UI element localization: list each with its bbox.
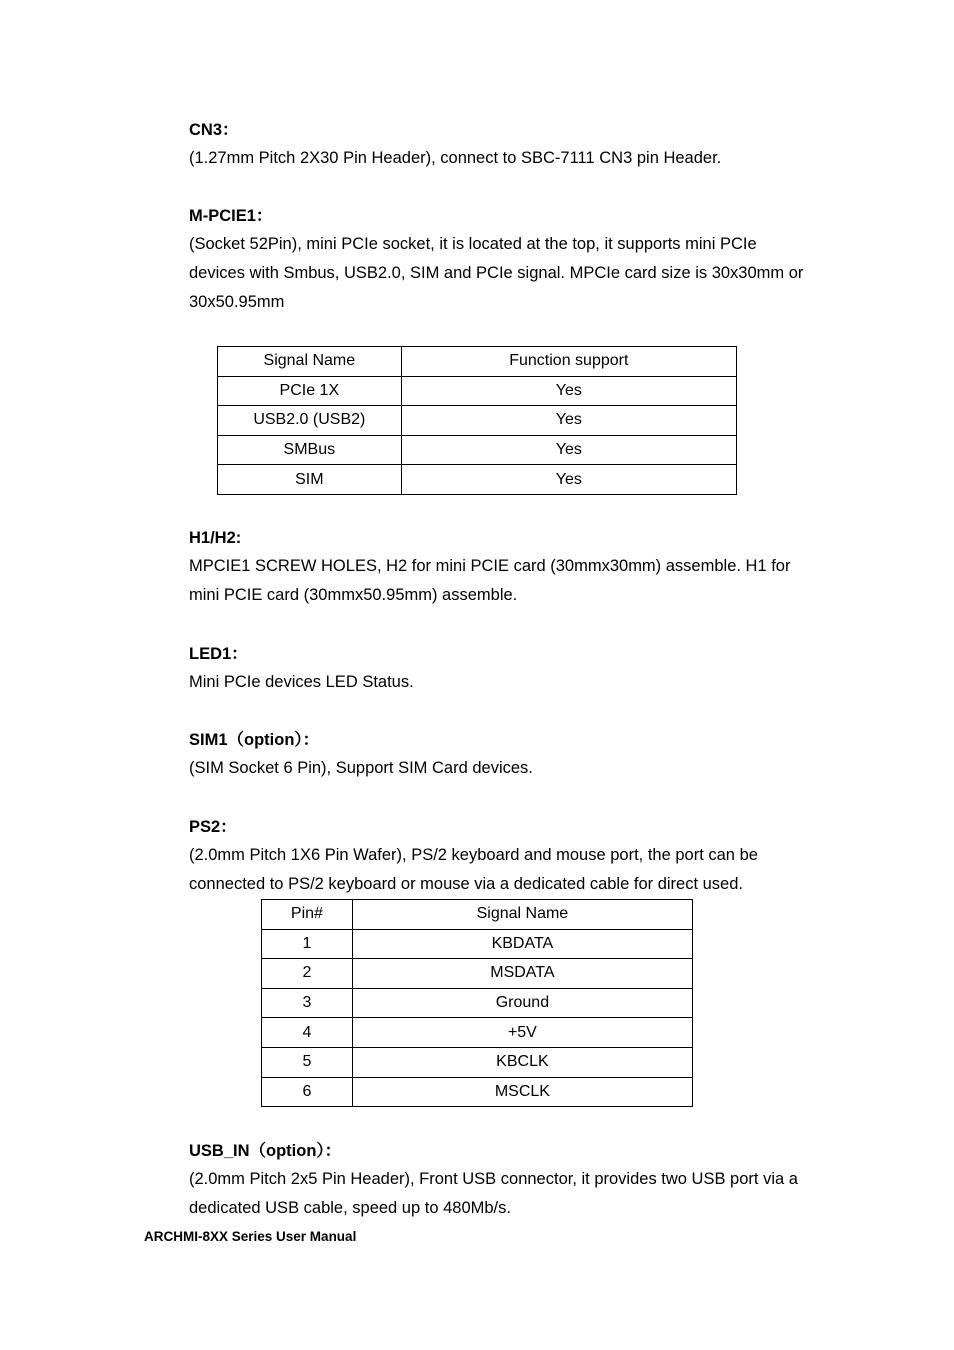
section-text-led1: Mini PCIe devices LED Status.	[189, 673, 414, 691]
table-row	[262, 1077, 693, 1107]
table-cell: Ground	[352, 988, 692, 1018]
table-cell: SMBus	[218, 435, 402, 465]
table-row	[262, 929, 693, 959]
table-cell: 3	[262, 988, 353, 1018]
section-text-sim1: (SIM Socket 6 Pin), Support SIM Card devices.	[189, 759, 533, 777]
section-text-h1h2: MPCIE1 SCREW HOLES, H2 for mini PCIE card (30mmx30mm) assemble. H1 for mini PCIE card (30mmx50.95mm) assemble.	[189, 557, 791, 604]
table-header-cell: Signal Name	[218, 347, 402, 377]
table-row	[262, 959, 693, 989]
table-cell: MSCLK	[352, 1077, 692, 1107]
section-title-h1h2: H1/H2:	[189, 529, 242, 547]
table-cell: 5	[262, 1047, 353, 1077]
section-title-usb-in: USB_IN（option）：	[189, 1142, 342, 1160]
table-cell: Yes	[401, 435, 736, 465]
table-cell: KBDATA	[352, 929, 692, 959]
table-header-cell: Signal Name	[352, 900, 692, 930]
table-cell: 4	[262, 1018, 353, 1048]
ps2-pin-table	[261, 899, 693, 1107]
table-cell: Yes	[401, 376, 736, 406]
table-cell: PCIe 1X	[218, 376, 402, 406]
table-cell: 1	[262, 929, 353, 959]
table-row	[218, 406, 737, 436]
table-cell: Yes	[401, 406, 736, 436]
table-cell: 2	[262, 959, 353, 989]
table-row	[262, 1047, 693, 1077]
table-header-row	[218, 347, 737, 377]
table-row	[218, 435, 737, 465]
table-cell: +5V	[352, 1018, 692, 1048]
table-cell: 6	[262, 1077, 353, 1107]
section-title-sim1: SIM1（option）：	[189, 731, 320, 749]
table-header-row	[262, 900, 693, 930]
section-title-led1: LED1：	[189, 645, 248, 663]
pcie-signal-table	[217, 346, 737, 495]
section-title-ps2: PS2：	[189, 818, 237, 836]
table-row	[262, 1018, 693, 1048]
section-text-ps2: (2.0mm Pitch 1X6 Pin Wafer), PS/2 keyboard and mouse port, the port can be connected to PS/2 keyboard or mouse via a dedicated cable for direct used.	[189, 846, 758, 893]
section-text-cn3: (1.27mm Pitch 2X30 Pin Header), connect to SBC-7111 CN3 pin Header.	[189, 149, 722, 167]
section-text-usb-in: (2.0mm Pitch 2x5 Pin Header), Front USB connector, it provides two USB port via a dedicated USB cable, speed up to 480Mb/s.	[189, 1170, 798, 1217]
table-row	[262, 988, 693, 1018]
page-footer: ARCHMI-8XX Series User Manual	[144, 1229, 357, 1244]
table-cell: Yes	[401, 465, 736, 495]
section-title-mpcie1: M-PCIE1：	[189, 207, 273, 225]
table-cell: MSDATA	[352, 959, 692, 989]
table-row	[218, 465, 737, 495]
table-row	[218, 376, 737, 406]
section-title-cn3: CN3：	[189, 121, 239, 139]
table-cell: KBCLK	[352, 1047, 692, 1077]
table-cell: USB2.0 (USB2)	[218, 406, 402, 436]
table-header-cell: Function support	[401, 347, 736, 377]
table-header-cell: Pin#	[262, 900, 353, 930]
table-cell: SIM	[218, 465, 402, 495]
section-text-mpcie1: (Socket 52Pin), mini PCIe socket, it is located at the top, it supports mini PCIe devices with Smbus, USB2.0, SIM and PCIe signal. MPCIe card size is 30x30mm or 30x50.95mm	[189, 235, 804, 311]
